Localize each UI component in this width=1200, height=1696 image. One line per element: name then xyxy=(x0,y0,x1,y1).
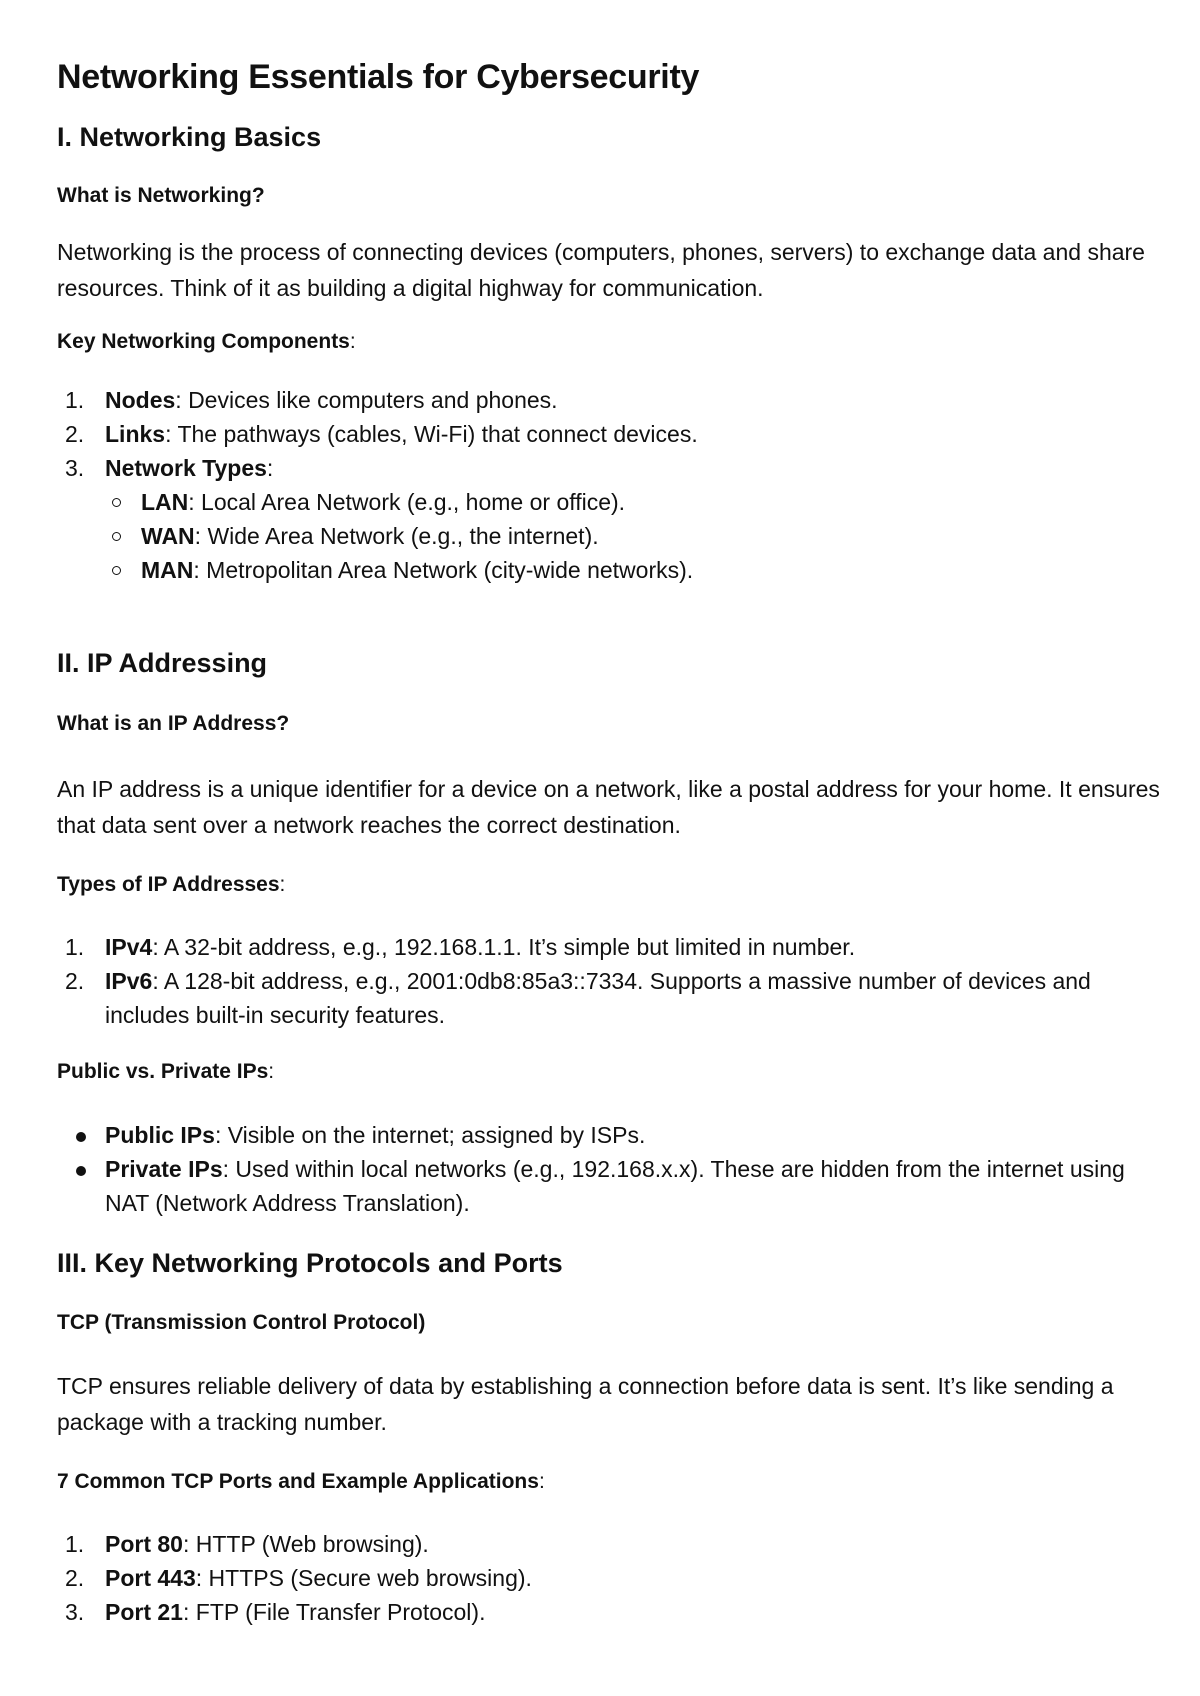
heading-colon: : xyxy=(268,1060,275,1083)
document-title: Networking Essentials for Cybersecurity xyxy=(57,58,700,96)
list-number: 1. xyxy=(65,1531,85,1557)
tcp-heading: TCP (Transmission Control Protocol) xyxy=(57,1311,426,1334)
list-item xyxy=(57,1152,1167,1220)
section-2-heading: II. IP Addressing xyxy=(57,648,268,678)
list-term: MAN xyxy=(141,557,194,583)
list-text: : Wide Area Network (e.g., the internet). xyxy=(194,523,599,549)
list-item xyxy=(57,930,1167,964)
network-types-sublist xyxy=(105,485,1167,587)
section-1-heading: I. Networking Basics xyxy=(57,122,322,152)
list-text: : HTTP (Web browsing). xyxy=(182,1531,429,1557)
list-item xyxy=(57,964,1167,1032)
tcp-ports-heading-label: 7 Common TCP Ports and Example Applications xyxy=(57,1470,539,1493)
public-private-heading xyxy=(57,1060,274,1084)
list-item xyxy=(57,1595,1167,1629)
what-is-networking-text: Networking is the process of connecting devices (computers, phones, servers) to exchange data and share resources. Think of it as building a digital highway for communication. xyxy=(57,239,1145,301)
list-item xyxy=(57,451,1167,587)
list-term: IPv6 xyxy=(105,968,153,994)
list-term: Network Types xyxy=(105,455,267,481)
list-term: Nodes xyxy=(105,387,176,413)
what-is-ip-text: An IP address is a unique identifier for a device on a network, like a postal address for your home. It ensures that data sent over a network reaches the correct destination. xyxy=(57,776,1160,838)
list-term: Port 21 xyxy=(105,1599,183,1625)
list-text: : Visible on the internet; assigned by ISPs. xyxy=(214,1122,646,1148)
what-is-networking-heading: What is Networking? xyxy=(57,184,265,207)
ip-types-heading xyxy=(57,873,285,897)
what-is-ip-heading: What is an IP Address? xyxy=(57,712,290,735)
list-number: 2. xyxy=(65,1565,85,1591)
hollow-bullet-icon xyxy=(112,532,121,541)
list-number: 2. xyxy=(65,968,85,994)
list-item xyxy=(57,1118,1167,1152)
sublist-item xyxy=(57,519,1167,553)
list-text: : A 128-bit address, e.g., 2001:0db8:85a3::7334. Supports a massive number of devices and includes built-in security features. xyxy=(105,968,1091,1028)
list-term: LAN xyxy=(141,489,189,515)
tcp-ports-heading xyxy=(57,1470,545,1494)
tcp-text: TCP ensures reliable delivery of data by establishing a connection before data is sent. It’s like sending a package with a tracking number. xyxy=(57,1373,1114,1435)
components-list xyxy=(57,383,1167,587)
public-private-list xyxy=(57,1118,1167,1220)
heading-colon: : xyxy=(349,330,356,353)
sublist-item xyxy=(57,485,1167,519)
sublist-item xyxy=(57,553,1167,587)
list-item xyxy=(57,1527,1167,1561)
list-text: : xyxy=(266,455,274,481)
list-term: WAN xyxy=(141,523,195,549)
key-components-heading xyxy=(57,330,356,354)
tcp-ports-list xyxy=(57,1527,1167,1629)
list-item xyxy=(57,417,1167,451)
list-number: 3. xyxy=(65,1599,85,1625)
bullet-icon xyxy=(76,1132,86,1142)
list-term: IPv4 xyxy=(105,934,153,960)
list-number: 2. xyxy=(65,421,85,447)
list-item xyxy=(57,383,1167,417)
list-number: 1. xyxy=(65,387,85,413)
list-term: Port 80 xyxy=(105,1531,183,1557)
list-text: : FTP (File Transfer Protocol). xyxy=(182,1599,486,1625)
ip-types-heading-label: Types of IP Addresses xyxy=(57,873,280,896)
list-term: Private IPs xyxy=(105,1156,223,1182)
bullet-icon xyxy=(76,1166,86,1176)
heading-colon: : xyxy=(538,1470,545,1493)
list-number: 3. xyxy=(65,455,85,481)
list-term: Public IPs xyxy=(105,1122,215,1148)
list-text: : Metropolitan Area Network (city-wide networks). xyxy=(193,557,694,583)
list-text: : A 32-bit address, e.g., 192.168.1.1. It’s simple but limited in number. xyxy=(152,934,856,960)
heading-colon: : xyxy=(279,873,286,896)
hollow-bullet-icon xyxy=(112,566,121,575)
list-term: Port 443 xyxy=(105,1565,196,1591)
list-text: : Local Area Network (e.g., home or office). xyxy=(188,489,626,515)
list-text: : Devices like computers and phones. xyxy=(175,387,558,413)
list-text: : The pathways (cables, Wi-Fi) that connect devices. xyxy=(165,421,698,447)
list-text: : Used within local networks (e.g., 192.168.x.x). These are hidden from the internet using NAT (Network Address Translation). xyxy=(105,1156,1125,1216)
section-3-heading: III. Key Networking Protocols and Ports xyxy=(57,1248,563,1278)
list-number: 1. xyxy=(65,934,85,960)
list-text: : HTTPS (Secure web browsing). xyxy=(195,1565,532,1591)
key-components-heading-label: Key Networking Components xyxy=(57,330,350,353)
list-term: Links xyxy=(105,421,166,447)
hollow-bullet-icon xyxy=(112,498,121,507)
ip-types-list xyxy=(57,930,1167,1032)
list-item xyxy=(57,1561,1167,1595)
public-private-heading-label: Public vs. Private IPs xyxy=(57,1060,269,1083)
